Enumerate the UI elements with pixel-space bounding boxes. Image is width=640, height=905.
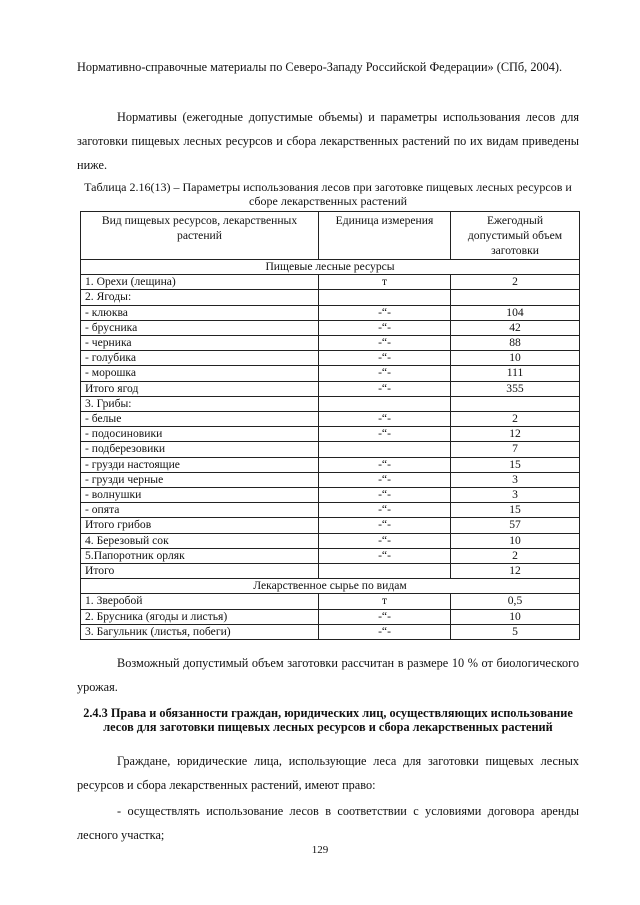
unit-cell: т <box>319 594 451 609</box>
volume-cell: 2 <box>451 412 580 427</box>
resource-name-cell: - белые <box>81 412 319 427</box>
resource-name-cell: 2. Брусника (ягоды и листья) <box>81 609 319 624</box>
unit-cell: -“- <box>319 381 451 396</box>
unit-cell: -“- <box>319 366 451 381</box>
volume-cell: 7 <box>451 442 580 457</box>
volume-cell: 10 <box>451 351 580 366</box>
volume-cell <box>451 290 580 305</box>
resource-name-cell: - брусника <box>81 320 319 335</box>
table-row <box>81 305 580 320</box>
table-row <box>81 533 580 548</box>
table-row <box>81 290 580 305</box>
resource-name-cell: - грузди настоящие <box>81 457 319 472</box>
table-row <box>81 594 580 609</box>
unit-cell: -“- <box>319 533 451 548</box>
resource-name-cell: 3. Грибы: <box>81 396 319 411</box>
header-unit: Единица измерения <box>319 212 451 260</box>
section-label: Пищевые лесные ресурсы <box>81 260 580 275</box>
resource-name-cell: - волнушки <box>81 488 319 503</box>
paragraph-harvest-volume: Возможный допустимый объем заготовки рассчитан в размере 10 % от биологического урожая. <box>77 656 579 694</box>
section-heading: 2.4.3 Права и обязанности граждан, юридических лиц, осуществляющих использование лесов для заготовки пищевых лесных ресурсов и сбора лекарственных растений <box>83 706 573 734</box>
resource-name-cell: Итого ягод <box>81 381 319 396</box>
volume-cell: 2 <box>451 548 580 563</box>
unit-cell: -“- <box>319 427 451 442</box>
table-section-row <box>81 579 580 594</box>
table-row <box>81 396 580 411</box>
unit-cell: -“- <box>319 336 451 351</box>
table-row <box>81 457 580 472</box>
resource-name-cell: - голубика <box>81 351 319 366</box>
table-row <box>81 320 580 335</box>
table-row <box>81 442 580 457</box>
paragraph-reference: Нормативно-справочные материалы по Северо-Западу Российской Федерации» (СПб, 2004). <box>77 60 563 74</box>
volume-cell: 88 <box>451 336 580 351</box>
unit-cell <box>319 290 451 305</box>
volume-cell: 15 <box>451 503 580 518</box>
unit-cell <box>319 396 451 411</box>
volume-cell: 2 <box>451 275 580 290</box>
paragraph-rights-item: - осуществлять использование лесов в соответствии с условиями договора аренды лесного участка; <box>77 804 579 842</box>
resource-name-cell: 2. Ягоды: <box>81 290 319 305</box>
table-row <box>81 412 580 427</box>
unit-cell: -“- <box>319 609 451 624</box>
unit-cell: -“- <box>319 518 451 533</box>
volume-cell: 42 <box>451 320 580 335</box>
volume-cell: 12 <box>451 427 580 442</box>
resource-name-cell: 3. Багульник (листья, побеги) <box>81 624 319 639</box>
resource-name-cell: - грузди черные <box>81 472 319 487</box>
volume-cell <box>451 396 580 411</box>
resource-name-cell: 5.Папоротник орляк <box>81 548 319 563</box>
volume-cell: 10 <box>451 609 580 624</box>
table-section-row <box>81 260 580 275</box>
unit-cell <box>319 442 451 457</box>
table-row <box>81 564 580 579</box>
table-row <box>81 275 580 290</box>
table-row <box>81 548 580 563</box>
resource-name-cell: 1. Орехи (лещина) <box>81 275 319 290</box>
header-annual-volume: Ежегодный допустимый объем заготовки <box>451 212 580 260</box>
resource-name-cell: - подберезовики <box>81 442 319 457</box>
unit-cell: т <box>319 275 451 290</box>
table-row <box>81 366 580 381</box>
resource-name-cell: 1. Зверобой <box>81 594 319 609</box>
paragraph-norms-intro: Нормативы (ежегодные допустимые объемы) и параметры использования лесов для заготовки пищевых лесных ресурсов и сбора лекарственных растений по их видам приведены ниже. <box>77 110 579 172</box>
table-caption: Таблица 2.16(13) – Параметры использования лесов при заготовке пищевых лесных ресурсов и сборе лекарственных растений <box>84 180 572 208</box>
table-row <box>81 518 580 533</box>
unit-cell: -“- <box>319 624 451 639</box>
volume-cell: 3 <box>451 488 580 503</box>
resource-name-cell: - клюква <box>81 305 319 320</box>
unit-cell: -“- <box>319 412 451 427</box>
volume-cell: 15 <box>451 457 580 472</box>
volume-cell: 111 <box>451 366 580 381</box>
unit-cell: -“- <box>319 320 451 335</box>
section-label: Лекарственное сырье по видам <box>81 579 580 594</box>
resource-name-cell: - морошка <box>81 366 319 381</box>
paragraph-rights-intro: Граждане, юридические лица, использующие леса для заготовки пищевых лесных ресурсов и сбора лекарственных растений, имеют право: <box>77 754 579 792</box>
resource-name-cell: - черника <box>81 336 319 351</box>
unit-cell: -“- <box>319 488 451 503</box>
unit-cell: -“- <box>319 548 451 563</box>
unit-cell: -“- <box>319 457 451 472</box>
table-row <box>81 427 580 442</box>
unit-cell: -“- <box>319 305 451 320</box>
table-header-row <box>81 212 580 260</box>
unit-cell: -“- <box>319 503 451 518</box>
page-number: 129 <box>311 844 329 856</box>
table-row <box>81 503 580 518</box>
volume-cell: 3 <box>451 472 580 487</box>
resource-name-cell: Итого <box>81 564 319 579</box>
volume-cell: 12 <box>451 564 580 579</box>
unit-cell: -“- <box>319 351 451 366</box>
unit-cell: -“- <box>319 472 451 487</box>
unit-cell <box>319 564 451 579</box>
volume-cell: 104 <box>451 305 580 320</box>
table-row <box>81 336 580 351</box>
volume-cell: 0,5 <box>451 594 580 609</box>
resource-name-cell: Итого грибов <box>81 518 319 533</box>
table-row <box>81 624 580 639</box>
resource-name-cell: - подосиновики <box>81 427 319 442</box>
header-resource-type: Вид пищевых ресурсов, лекарственных растений <box>81 212 319 260</box>
table-row <box>81 381 580 396</box>
resources-table <box>80 211 580 640</box>
volume-cell: 355 <box>451 381 580 396</box>
resource-name-cell: 4. Березовый сок <box>81 533 319 548</box>
resource-name-cell: - опята <box>81 503 319 518</box>
volume-cell: 5 <box>451 624 580 639</box>
volume-cell: 57 <box>451 518 580 533</box>
table-row <box>81 488 580 503</box>
table-row <box>81 351 580 366</box>
table-row <box>81 472 580 487</box>
table-body <box>81 260 580 640</box>
table-row <box>81 609 580 624</box>
volume-cell: 10 <box>451 533 580 548</box>
